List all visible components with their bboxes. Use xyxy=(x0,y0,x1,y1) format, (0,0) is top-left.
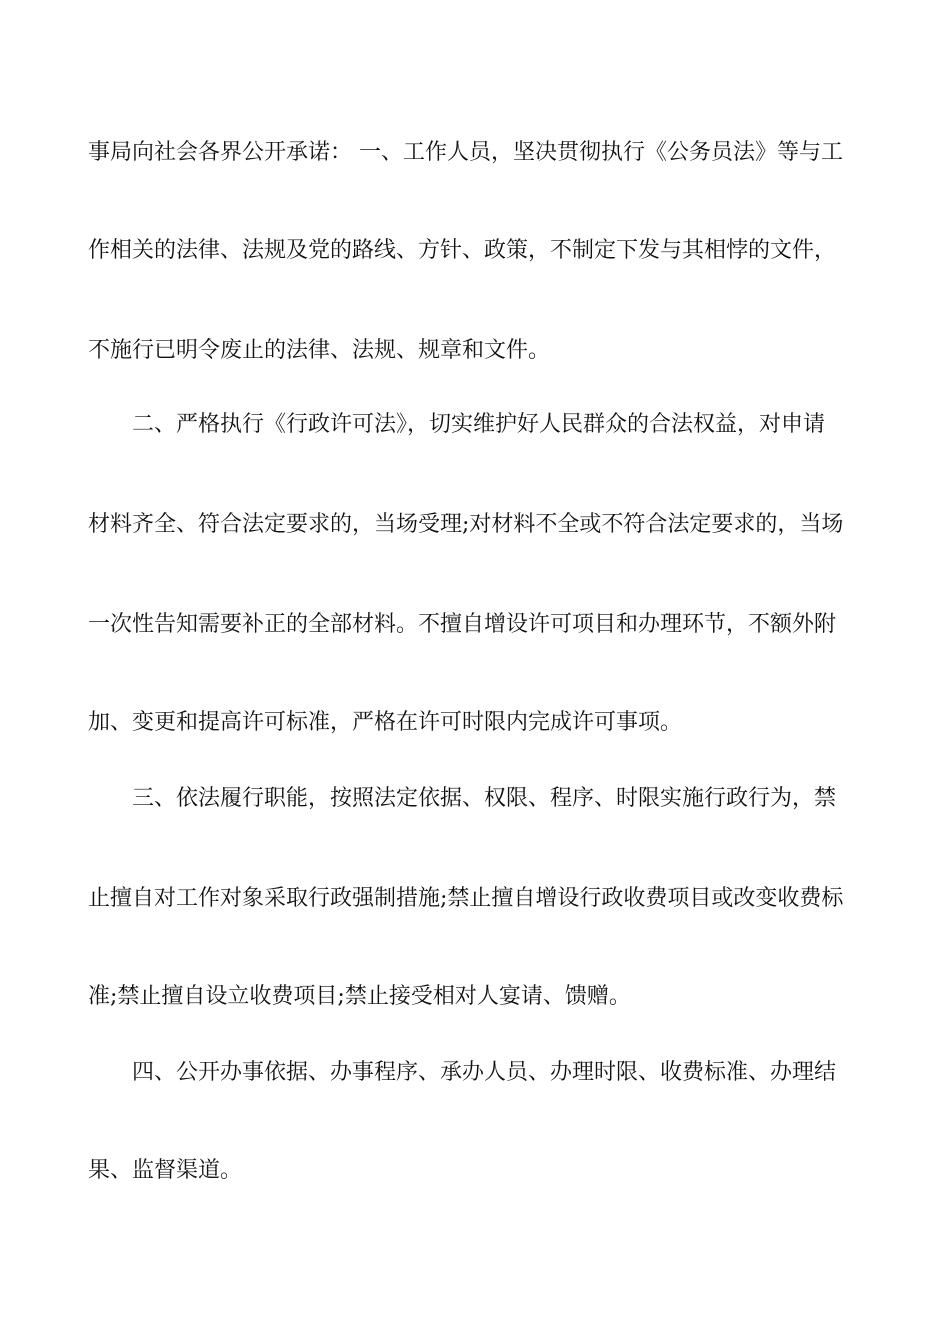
text-line-9: 止擅自对工作对象采取行政强制措施;禁止擅自增设行政收费项目或改变收费标 xyxy=(88,886,844,911)
text-line-11: 四、公开办事依据、办事程序、承办人员、办理时限、收费标准、办理结 xyxy=(132,1060,837,1085)
text-line-10: 准;禁止擅自设立收费项目;禁止接受相对人宴请、馈赠。 xyxy=(88,984,631,1009)
text-line-12: 果、监督渠道。 xyxy=(88,1158,243,1183)
text-line-7: 加、变更和提高许可标准，严格在许可时限内完成许可事项。 xyxy=(88,710,683,735)
text-line-2: 作相关的法律、法规及党的路线、方针、政策，不制定下发与其相悖的文件， xyxy=(88,238,837,263)
text-line-6: 一次性告知需要补正的全部材料。不擅自增设许可项目和办理环节，不额外附 xyxy=(88,612,837,637)
text-line-4: 二、严格执行《行政许可法》，切实维护好人民群众的合法权益，对申请 xyxy=(132,412,826,437)
text-line-1: 事局向社会各界公开承诺： 一、工作人员，坚决贯彻执行《公务员法》等与工 xyxy=(88,140,843,165)
text-line-8: 三、依法履行职能，按照法定依据、权限、程序、时限实施行政行为，禁 xyxy=(132,786,837,811)
text-line-3: 不施行已明令废止的法律、法规、规章和文件。 xyxy=(88,338,551,363)
text-line-5: 材料齐全、符合法定要求的，当场受理;对材料不全或不符合法定要求的，当场 xyxy=(88,512,844,537)
